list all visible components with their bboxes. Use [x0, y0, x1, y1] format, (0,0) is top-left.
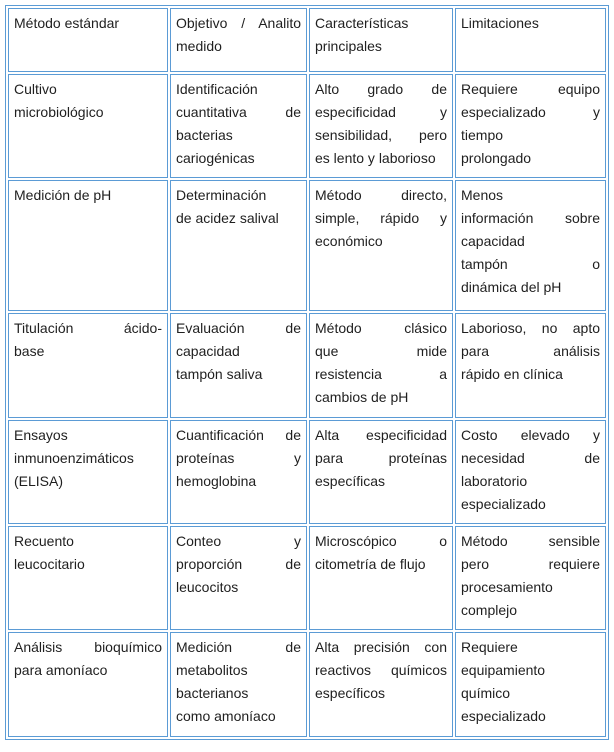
- cell-line: pero requiere: [461, 556, 600, 572]
- cell-line: leucocitos: [176, 579, 239, 595]
- table-cell: [8, 74, 168, 178]
- header-cell: [455, 8, 606, 72]
- table-row: [8, 420, 606, 524]
- cell-line: Evaluación de: [176, 320, 301, 336]
- cell-line: tiempo: [461, 127, 504, 143]
- cell-line: Ensayos: [14, 427, 68, 443]
- table-header: [8, 8, 606, 72]
- table-cell: [455, 313, 606, 418]
- cell-line: Costo elevado y: [461, 427, 600, 443]
- cell-line: específicas: [315, 473, 386, 489]
- cell-line: Microscópico o: [315, 533, 447, 549]
- cell-line: rápido en clínica: [461, 366, 563, 382]
- cell-line: Método estándar: [14, 15, 120, 31]
- cell-line: Identificación: [176, 81, 258, 97]
- cell-line: Método clásico: [315, 320, 447, 336]
- table-cell: [170, 313, 307, 418]
- table-row: [8, 74, 606, 178]
- table-cell: [309, 313, 453, 418]
- cell-line: bacterianos: [176, 685, 249, 701]
- table-row: [8, 632, 606, 737]
- table-cell: [309, 632, 453, 737]
- cell-line: Conteo y: [176, 533, 301, 549]
- cell-line: especificidad y: [315, 104, 447, 120]
- cell-line: Medición de: [176, 639, 301, 655]
- cell-line: capacidad: [176, 343, 240, 359]
- cell-line: base: [14, 343, 45, 359]
- cell-line: Recuento: [14, 533, 74, 549]
- cell-line: hemoglobina: [176, 473, 257, 489]
- table-row: [8, 313, 606, 418]
- cell-line: Alta especificidad: [315, 427, 447, 443]
- cell-line: Análisis bioquímico: [14, 639, 162, 655]
- table-cell: [455, 632, 606, 737]
- cell-line: inmunoenzimáticos: [14, 450, 134, 466]
- cell-line: especializado y: [461, 104, 600, 120]
- cell-line: procesamiento: [461, 579, 553, 595]
- table-cell: [170, 526, 307, 630]
- cell-line: principales: [315, 38, 382, 54]
- cell-line: Objetivo / Analito: [176, 15, 301, 31]
- table-cell: [8, 632, 168, 737]
- cell-line: tampón saliva: [176, 366, 263, 382]
- header-row: [8, 8, 606, 72]
- cell-line: leucocitario: [14, 556, 85, 572]
- table-cell: [170, 632, 307, 737]
- cell-line: Cultivo: [14, 81, 57, 97]
- cell-line: de acidez salival: [176, 210, 279, 226]
- table-cell: [455, 526, 606, 630]
- cell-line: especializado: [461, 708, 546, 724]
- cell-line: Cuantificación de: [176, 427, 301, 443]
- cell-line: capacidad: [461, 233, 525, 249]
- cell-line: económico: [315, 233, 383, 249]
- table-row: [8, 180, 606, 311]
- cell-line: químico: [461, 685, 511, 701]
- header-cell: [8, 8, 168, 72]
- table-cell: [170, 420, 307, 524]
- cell-line: Titulación ácido-: [14, 320, 162, 336]
- cell-line: equipamiento: [461, 662, 546, 678]
- cell-line: Laborioso, no apto: [461, 320, 600, 336]
- cell-line: cambios de pH: [315, 389, 409, 405]
- cell-line: cariogénicas: [176, 150, 255, 166]
- table-cell: [8, 420, 168, 524]
- cell-line: medido: [176, 38, 222, 54]
- table-cell: [309, 180, 453, 311]
- cell-line: información sobre: [461, 210, 600, 226]
- cell-line: es lento y laborioso: [315, 150, 436, 166]
- cell-line: Método directo,: [315, 187, 447, 203]
- cell-line: Menos: [461, 187, 504, 203]
- table-cell: [455, 180, 606, 311]
- table-cell: [8, 180, 168, 311]
- table-cell: [8, 526, 168, 630]
- table-cell: [309, 74, 453, 178]
- table-body: [8, 74, 606, 737]
- cell-line: Determinación: [176, 187, 267, 203]
- cell-line: Método sensible: [461, 533, 600, 549]
- table-cell: [170, 74, 307, 178]
- table-cell: [309, 526, 453, 630]
- cell-line: proporción de: [176, 556, 301, 572]
- cell-line: citometría de flujo: [315, 556, 426, 572]
- cell-line: Requiere equipo: [461, 81, 600, 97]
- cell-line: Medición de pH: [14, 187, 112, 203]
- cell-line: para análisis: [461, 343, 600, 359]
- header-cell: [170, 8, 307, 72]
- table-row: [8, 526, 606, 630]
- cell-line: proteínas y: [176, 450, 301, 466]
- cell-line: como amoníaco: [176, 708, 276, 724]
- cell-line: metabolitos: [176, 662, 248, 678]
- cell-line: Alto grado de: [315, 81, 447, 97]
- table-cell: [455, 420, 606, 524]
- cell-line: especializado: [461, 496, 546, 512]
- cell-line: Características: [315, 15, 409, 31]
- cell-line: laboratorio: [461, 473, 528, 489]
- cell-line: que mide: [315, 343, 447, 359]
- table-cell: [8, 313, 168, 418]
- cell-line: prolongado: [461, 150, 532, 166]
- cell-line: microbiológico: [14, 104, 104, 120]
- cell-line: sensibilidad, pero: [315, 127, 447, 143]
- table-cell: [309, 420, 453, 524]
- cell-line: Limitaciones: [461, 15, 539, 31]
- cell-line: dinámica del pH: [461, 279, 562, 295]
- cell-line: para amoníaco: [14, 662, 108, 678]
- cell-line: específicos: [315, 685, 386, 701]
- cell-line: Requiere: [461, 639, 518, 655]
- cell-line: resistencia a: [315, 366, 447, 382]
- cell-line: cuantitativa de: [176, 104, 301, 120]
- cell-line: necesidad de: [461, 450, 600, 466]
- cell-line: para proteínas: [315, 450, 447, 466]
- methods-comparison-table: [5, 5, 609, 740]
- cell-line: Alta precisión con: [315, 639, 447, 655]
- table-cell: [170, 180, 307, 311]
- cell-line: complejo: [461, 602, 518, 618]
- cell-line: simple, rápido y: [315, 210, 447, 226]
- cell-line: tampón o: [461, 256, 600, 272]
- cell-line: bacterias: [176, 127, 233, 143]
- cell-line: (ELISA): [14, 473, 64, 489]
- cell-line: reactivos químicos: [315, 662, 447, 678]
- table-cell: [455, 74, 606, 178]
- header-cell: [309, 8, 453, 72]
